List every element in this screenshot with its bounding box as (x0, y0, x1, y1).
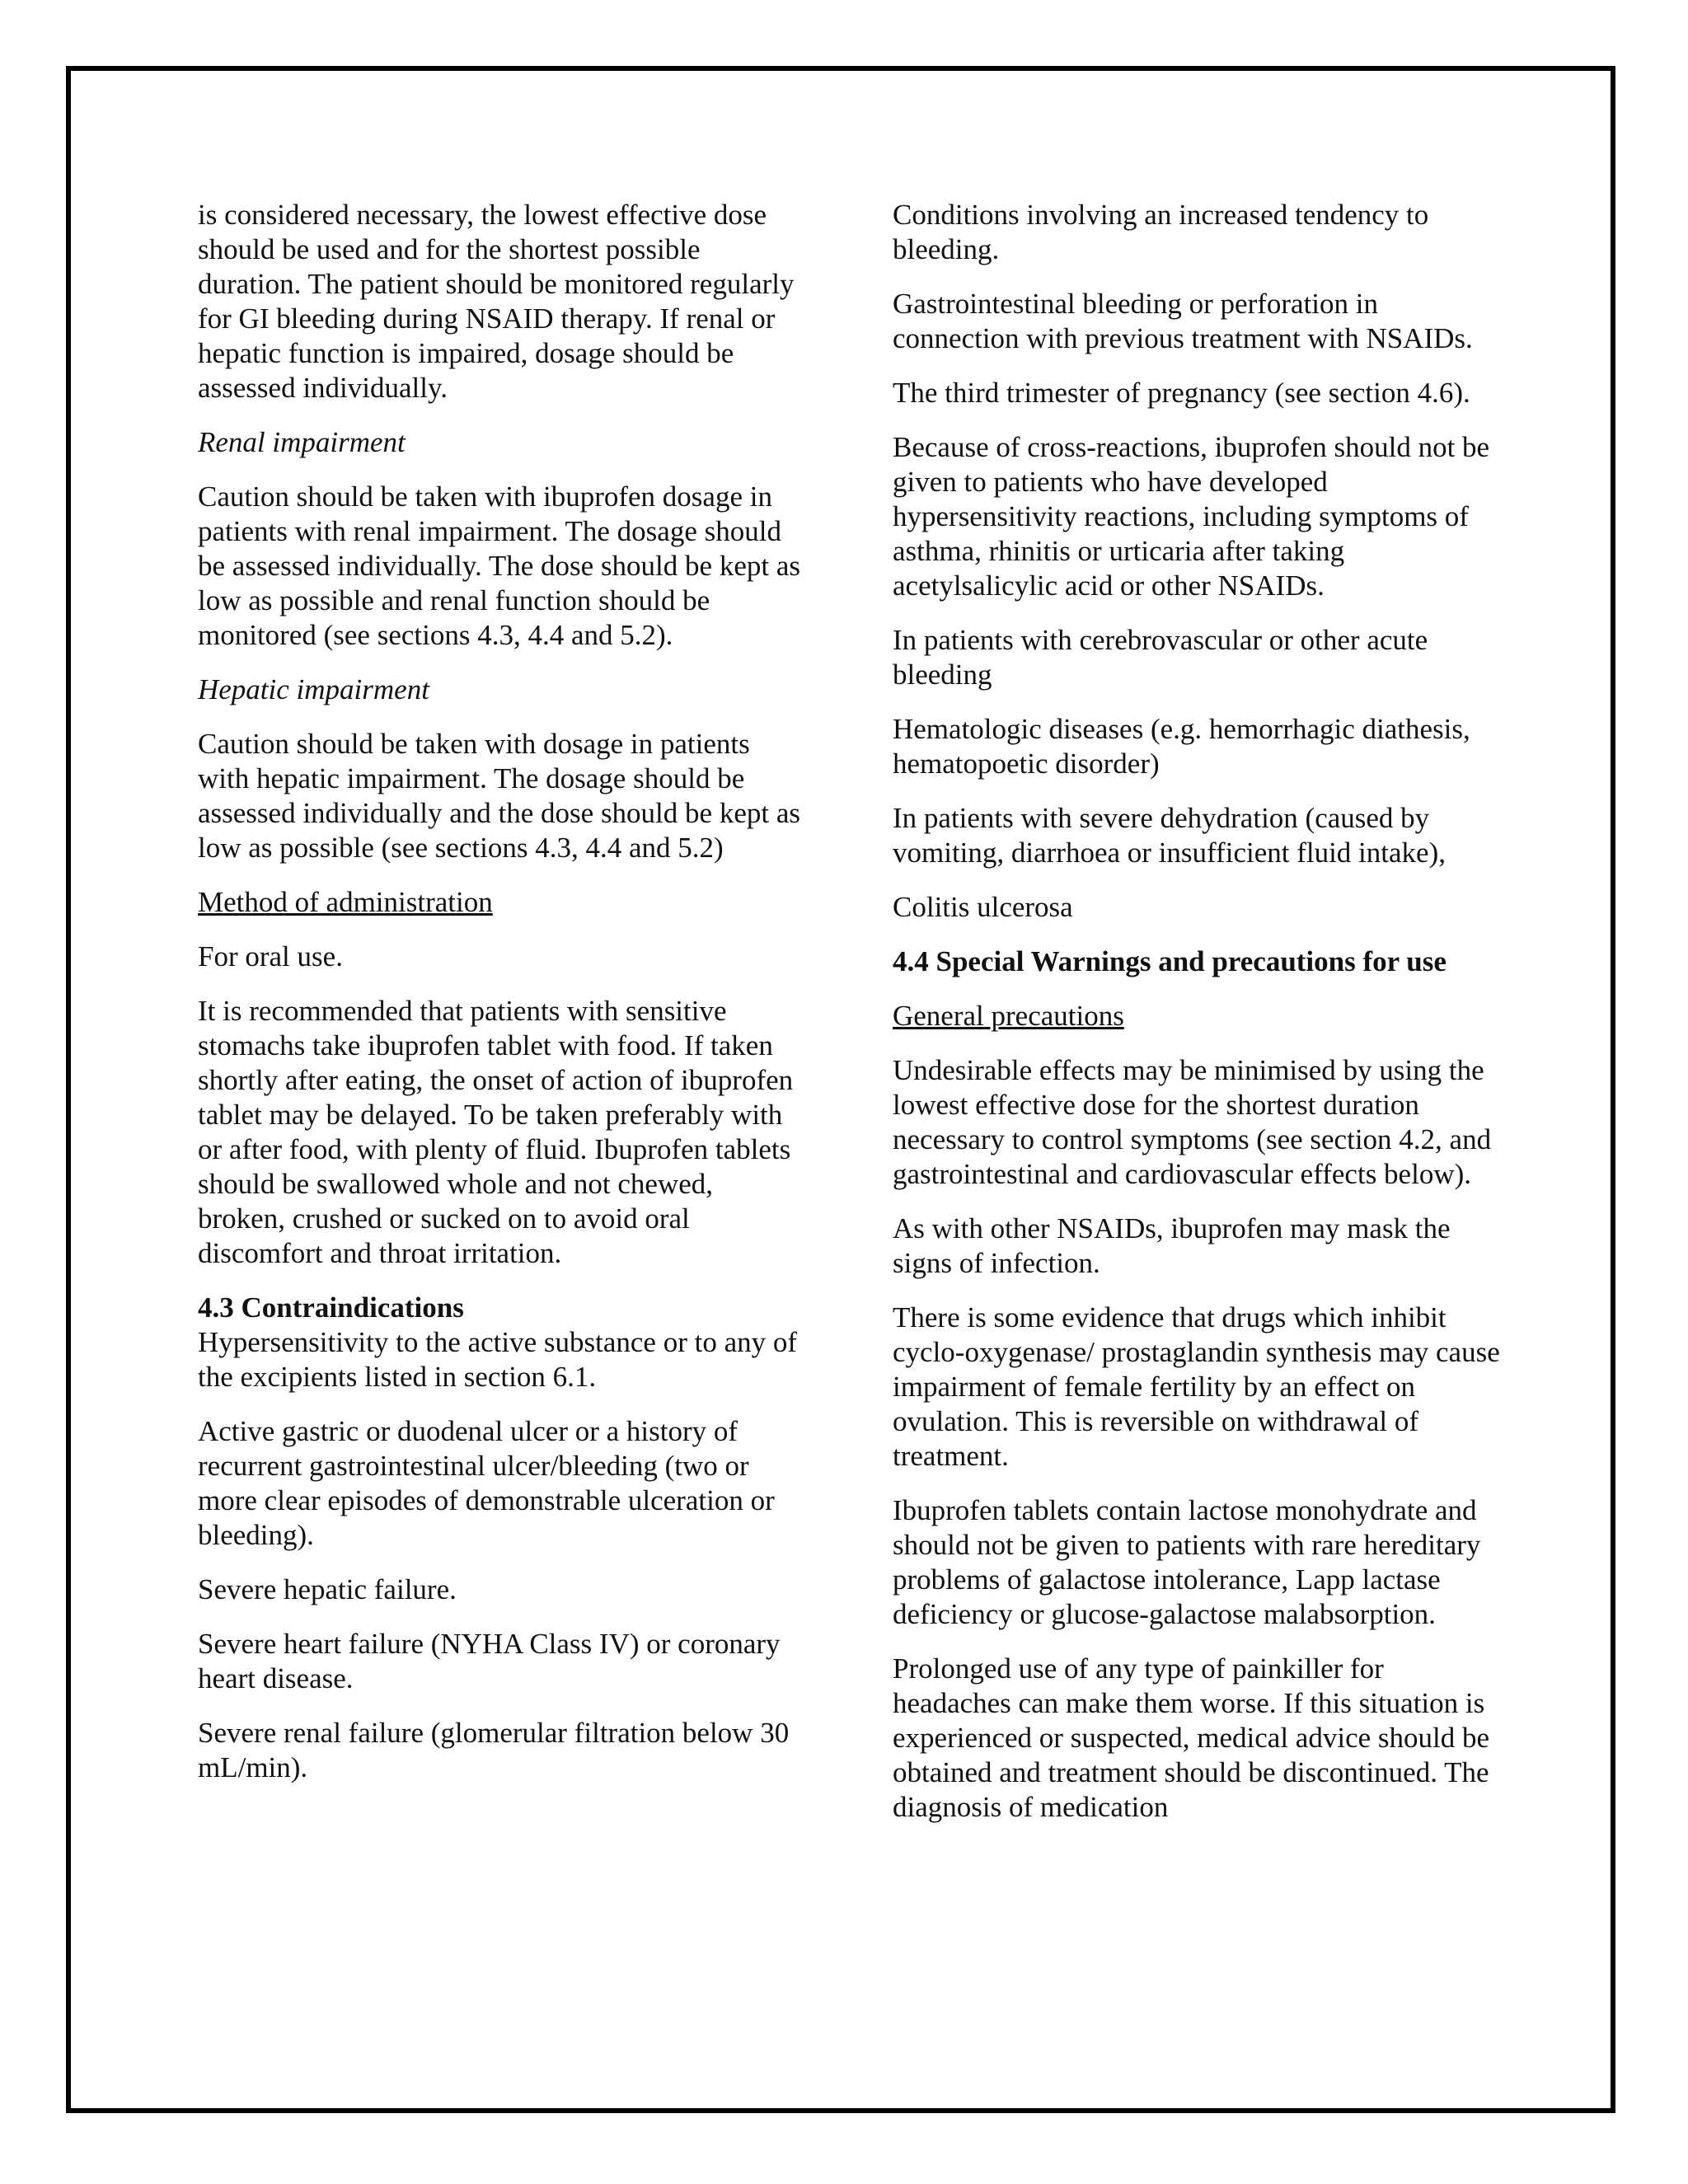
contraindication-cerebrovascular: In patients with cerebrovascular or other acute bleeding (893, 624, 1428, 691)
renal-impairment-heading: Renal impairment (198, 426, 406, 458)
dosage-continuation-paragraph: is considered necessary, the lowest effective dose should be used and for the shortest possible duration. The patient should be monitored regularly for GI bleeding during NSAID therapy. If renal or hepatic function is impaired, dosage should be assessed individually. (198, 199, 795, 404)
contraindication-renal-failure: Severe renal failure (glomerular filtration below 30 mL/min). (198, 1717, 790, 1783)
contraindication-pregnancy: The third trimester of pregnancy (see section 4.6). (893, 377, 1470, 409)
contraindications-heading: 4.3 Contraindications (198, 1291, 464, 1324)
contraindication-dehydration: In patients with severe dehydration (caused by vomiting, diarrhoea or insufficient fluid intake), (893, 802, 1446, 869)
right-column (893, 198, 1503, 1844)
method-of-administration-heading: Method of administration (198, 886, 493, 918)
renal-impairment-paragraph: Caution should be taken with ibuprofen dosage in patients with renal impairment. The dosage should be assessed individually. The dose should be kept as low as possible and renal function should be monitored (see sections 4.3, 4.4 and 5.2). (198, 480, 800, 651)
precaution-fertility: There is some evidence that drugs which inhibit cyclo-oxygenase/ prostaglandin synthesis may cause impairment of female fertility by an effect on ovulation. This is reversible on withdrawal of treatment. (893, 1301, 1500, 1472)
contraindication-cross-reactions: Because of cross-reactions, ibuprofen should not be given to patients who have developed hypersensitivity reactions, including symptoms of asthma, rhinitis or urticaria after taking acetylsalicylic acid or other NSAIDs. (893, 431, 1490, 602)
left-column (198, 198, 804, 1805)
method-of-administration-paragraph: It is recommended that patients with sensitive stomachs take ibuprofen tablet with food. If taken shortly after eating, the onset of action of ibuprofen tablet may be delayed. To be taken preferably with or after food, with plenty of fluid. Ibuprofen tablets should be swallowed whole and not chewed, broken, crushed or sucked on to avoid oral discomfort and throat irritation. (198, 995, 794, 1269)
hepatic-impairment-paragraph: Caution should be taken with dosage in patients with hepatic impairment. The dosage should be assessed individually and the dose should be kept as low as possible (see sections 4.3, 4.4 and 5.2) (198, 728, 800, 864)
contraindication-heart-failure: Severe heart failure (NYHA Class IV) or coronary heart disease. (198, 1628, 781, 1694)
precaution-mask-infection: As with other NSAIDs, ibuprofen may mask the signs of infection. (893, 1212, 1451, 1279)
precaution-undesirable-effects: Undesirable effects may be minimised by using the lowest effective dose for the shortest duration necessary to control symptoms (see section 4.2, and gastrointestinal and cardiovascular effects below). (893, 1054, 1492, 1190)
contraindication-hematologic: Hematologic diseases (e.g. hemorrhagic diathesis, hematopoetic disorder) (893, 713, 1470, 780)
warnings-heading: 4.4 Special Warnings and precautions for use (893, 945, 1447, 977)
general-precautions-heading: General precautions (893, 1000, 1124, 1032)
contraindication-ulcer: Active gastric or duodenal ulcer or a history of recurrent gastrointestinal ulcer/bleeding (two or more clear episodes of demonstrable ulceration or bleeding). (198, 1415, 775, 1551)
hepatic-impairment-heading: Hepatic impairment (198, 673, 429, 705)
precaution-lactose: Ibuprofen tablets contain lactose monohydrate and should not be given to patients with rare hereditary problems of galactose intolerance, Lapp lactase deficiency or glucose-galactose malabsorption. (893, 1494, 1481, 1630)
contraindication-colitis: Colitis ulcerosa (893, 891, 1073, 923)
contraindication-hypersensitivity: Hypersensitivity to the active substance or to any of the excipients listed in section 6.1. (198, 1326, 798, 1393)
contraindication-gi-bleeding: Gastrointestinal bleeding or perforation in connection with previous treatment with NSAIDs. (893, 288, 1473, 354)
oral-use-paragraph: For oral use. (198, 940, 343, 972)
precaution-painkiller-headaches: Prolonged use of any type of painkiller for headaches can make them worse. If this situation is experienced or suspected, medical advice should be obtained and treatment should be discontinued. The diagnosis of medication (893, 1652, 1490, 1823)
contraindication-bleeding-tendency: Conditions involving an increased tendency to bleeding. (893, 199, 1429, 265)
contraindication-hepatic-failure: Severe hepatic failure. (198, 1573, 457, 1605)
